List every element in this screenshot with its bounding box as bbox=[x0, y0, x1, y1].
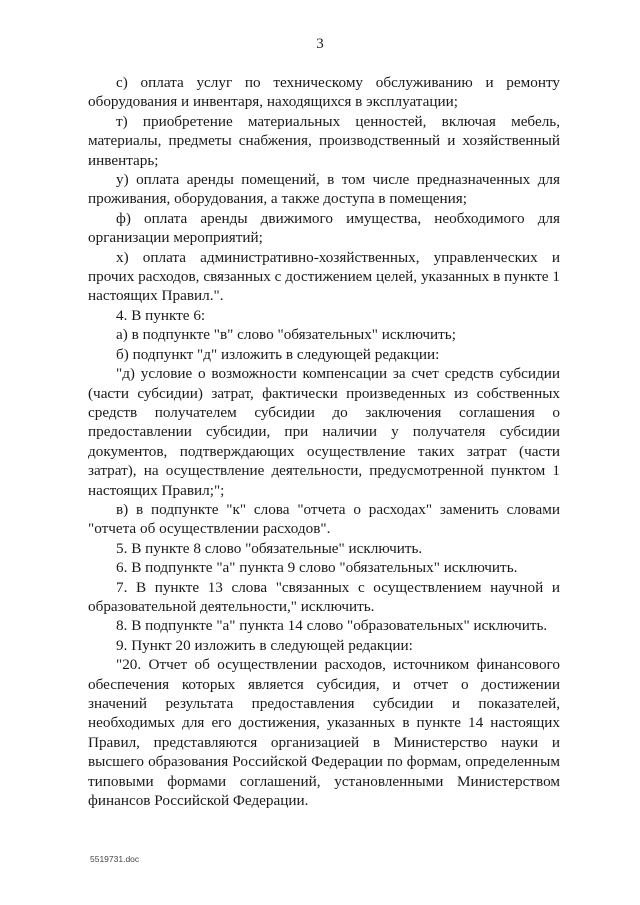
paragraph-t: т) приобретение материальных ценностей, включая мебель, материалы, предметы снабжения, производственный и хозяйственный инвентарь; bbox=[88, 112, 560, 169]
paragraph-s: с) оплата услуг по техническому обслуживанию и ремонту оборудования и инвентаря, находящихся в эксплуатации; bbox=[88, 74, 560, 111]
paragraph-kh: х) оплата административно-хозяйственных, управленческих и прочих расходов, связанных с достижением целей, указанных в пункте 1 настоящих Правил.". bbox=[88, 248, 560, 305]
paragraph-item-4b: б) подпункт "д" изложить в следующей редакции: bbox=[116, 345, 440, 363]
paragraph-item-5: 5. В пункте 8 слово "обязательные" исключить. bbox=[116, 539, 423, 557]
paragraph-item-7: 7. В пункте 13 слова "связанных с осуществлением научной и образовательной деятельности," исключить. bbox=[88, 578, 560, 615]
paragraph-item-9: 9. Пункт 20 изложить в следующей редакции: bbox=[116, 636, 413, 654]
page-number: 3 bbox=[316, 36, 324, 52]
paragraph-item-4d-text: "д) условие о возможности компенсации за счет средств субсидии (части субсидии) затрат, фактически произведенных из собственных средств получателем субсидии до заключения соглашения о предоставлении субсидии, при наличии у получателя субсидии документов, подтверждающих осуществление таких затрат (части затрат), на осуществление деятельности, предусмотренной пунктом 1 настоящих Правил;"; bbox=[88, 365, 560, 499]
paragraph-item-4: 4. В пункте 6: bbox=[116, 306, 206, 324]
paragraph-item-6: 6. В подпункте "а" пункта 9 слово "обязательных" исключить. bbox=[116, 559, 518, 577]
document-body bbox=[88, 73, 560, 810]
paragraph-item-8: 8. В подпункте "а" пункта 14 слово "образовательных" исключить. bbox=[116, 617, 548, 635]
paragraph-f: ф) оплата аренды движимого имущества, необходимого для организации мероприятий; bbox=[88, 209, 560, 247]
paragraph-item-20-text: "20. Отчет об осуществлении расходов, источником финансового обеспечения которых является субсидия, и отчет о достижении значений результата предоставления субсидии и показателей, необходимых для его достижения, указанных в пункте 14 настоящих Правил, представляются организацией в Министерство науки и высшего образования Российской Федерации по формам, определенным типовыми формами соглашений, установленными Министерством финансов Российской Федерации. bbox=[88, 656, 560, 810]
document-footer-filename: 5519731.doc bbox=[90, 854, 140, 864]
paragraph-u: у) оплата аренды помещений, в том числе предназначенных для проживания, оборудования, а также доступа в помещения; bbox=[88, 171, 560, 208]
paragraph-item-4a: а) в подпункте "в" слово "обязательных" исключить; bbox=[116, 326, 456, 344]
paragraph-item-4v: в) в подпункте "к" слова "отчета о расходах" заменить словами "отчета об осуществлении расходов". bbox=[88, 500, 560, 538]
